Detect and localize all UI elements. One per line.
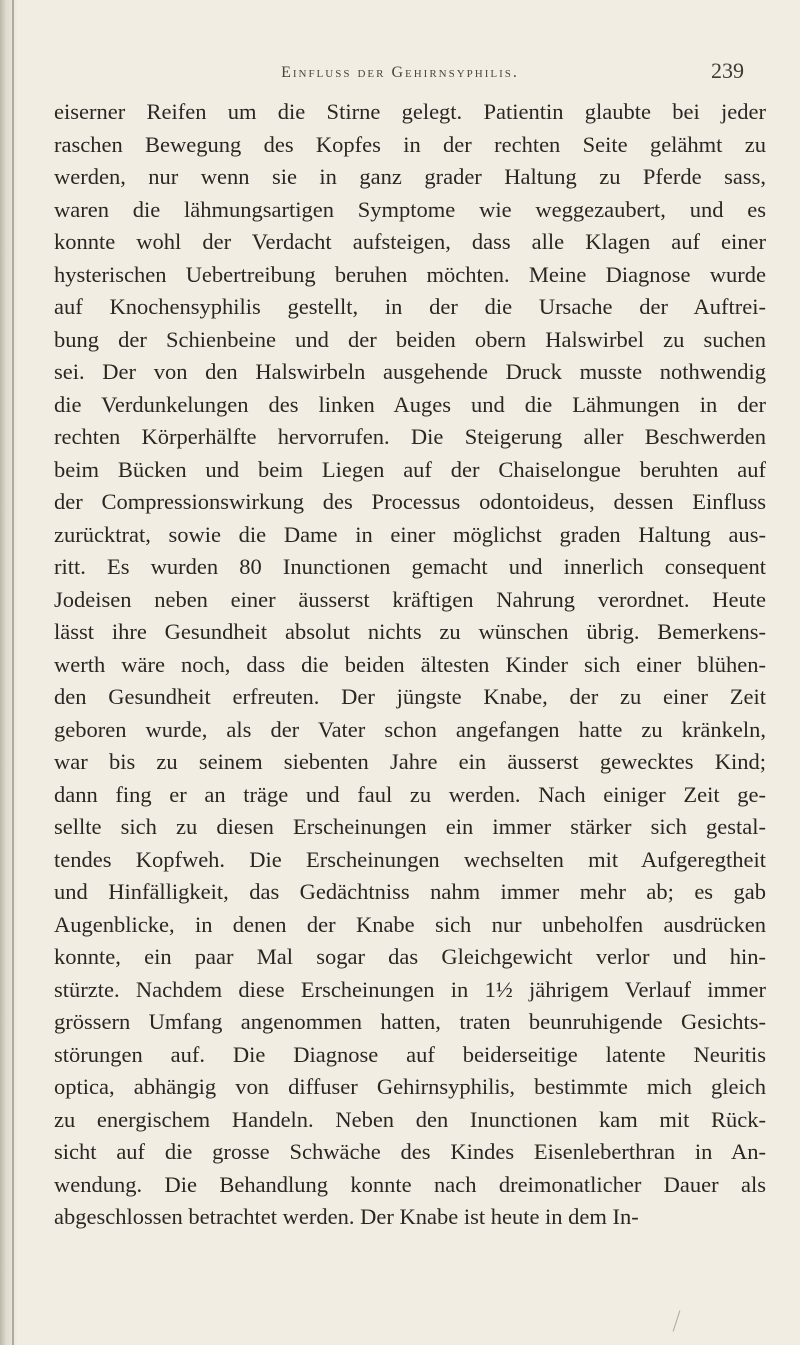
text-line: bung der Schienbeine und der beiden obern Halswirbel zu suchen [54,326,766,352]
text-line: werth wäre noch, dass die beiden ältesten Kinder sich einer blühen- [54,651,766,677]
text-line: Jodeisen neben einer äusserst kräftigen Nahrung verordnet. Heute [54,586,766,612]
text-line: beim Bücken und beim Liegen auf der Chaiselongue beruhten auf [54,456,766,482]
text-line: ritt. Es wurden 80 Inunctionen gemacht und innerlich consequent [54,554,766,579]
text-line: abgeschlossen betrachtet werden. Der Knabe ist heute in dem In- [54,1204,639,1229]
text-line: tendes Kopfweh. Die Erscheinungen wechselten mit Aufgeregtheit [54,846,766,872]
page-number: 239 [711,58,744,83]
text-line: waren die lähmungsartigen Symptome wie weggezaubert, und es [54,196,766,222]
text-line: zu energischem Handeln. Neben den Inunctionen kam mit Rück- [54,1106,766,1132]
text-line: konnte wohl der Verdacht aufsteigen, dass alle Klagen auf einer [54,229,766,254]
text-line: sei. Der von den Halswirbeln ausgehende Druck musste nothwendig [54,359,766,384]
text-line: zurücktrat, sowie die Dame in einer möglichst graden Haltung aus- [54,521,766,547]
text-line: optica, abhängig von diffuser Gehirnsyphilis, bestimmte mich gleich [54,1074,766,1099]
running-head [0,58,800,88]
text-line: konnte, ein paar Mal sogar das Gleichgewicht verlor und hin- [54,944,766,969]
running-title: Einfluss der Gehirnsyphilis. [281,64,519,81]
text-line: lässt ihre Gesundheit absolut nichts zu wünschen übrig. Bemerkens- [54,619,766,644]
text-line: dann fing er an träge und faul zu werden. Nach einiger Zeit ge- [54,781,766,807]
text-line: und Hinfälligkeit, das Gedächtniss nahm immer mehr ab; es gab [54,879,766,904]
text-line: wendung. Die Behandlung konnte nach dreimonatlicher Dauer als [54,1171,766,1197]
text-line: sicht auf die grosse Schwäche des Kindes Eisenleberthran in An- [54,1139,766,1164]
ink-mark [673,1310,681,1331]
text-line: grössern Umfang angenommen hatten, traten beunruhigende Gesichts- [54,1009,766,1034]
text-line: stürzte. Nachdem diese Erscheinungen in 1½ jährigem Verlauf immer [54,976,766,1002]
text-line: raschen Bewegung des Kopfes in der rechten Seite gelähmt zu [54,131,766,157]
text-line: der Compressionswirkung des Processus odontoideus, dessen Einfluss [54,489,766,514]
text-line: geboren wurde, als der Vater schon angefangen hatte zu kränkeln, [54,716,766,742]
page-gutter [12,0,14,1345]
text-line: störungen auf. Die Diagnose auf beiderseitige latente Neuritis [54,1041,766,1067]
body-text [54,96,766,1234]
text-line: werden, nur wenn sie in ganz grader Haltung zu Pferde sass, [54,164,766,189]
text-line: hysterischen Uebertreibung beruhen möchten. Meine Diagnose wurde [54,261,766,287]
text-line: eiserner Reifen um die Stirne gelegt. Patientin glaubte bei jeder [54,99,766,124]
text-line: den Gesundheit erfreuten. Der jüngste Knabe, der zu einer Zeit [54,684,766,709]
text-line: Augenblicke, in denen der Knabe sich nur unbeholfen ausdrücken [54,911,766,937]
text-line: rechten Körperhälfte hervorrufen. Die Steigerung aller Beschwerden [54,424,766,449]
text-line: die Verdunkelungen des linken Auges und die Lähmungen in der [54,391,766,417]
text-line: sellte sich zu diesen Erscheinungen ein immer stärker sich gestal- [54,814,766,839]
text-line: war bis zu seinem siebenten Jahre ein äusserst gewecktes Kind; [54,749,766,774]
text-line: auf Knochensyphilis gestellt, in der die Ursache der Auftrei- [54,294,766,319]
